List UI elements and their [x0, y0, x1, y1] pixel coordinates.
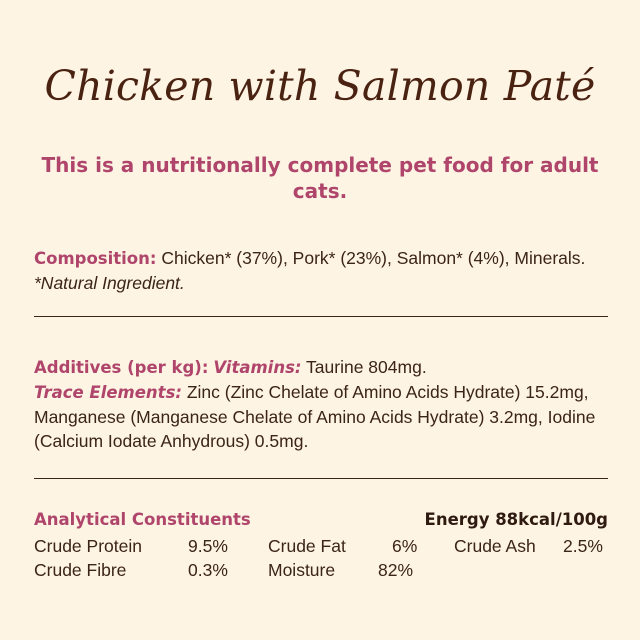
- vitamins-text: Taurine 804mg.: [301, 357, 427, 377]
- constituent-value: 0.3%: [188, 560, 228, 580]
- composition-text: Chicken* (37%), Pork* (23%), Salmon* (4%), Minerals.: [156, 248, 586, 268]
- composition-section: [34, 246, 614, 295]
- constituent-name: Moisture: [268, 560, 336, 580]
- divider: [34, 316, 608, 317]
- composition-label: Composition:: [34, 249, 157, 268]
- additives-label: Additives (per kg):: [34, 358, 209, 377]
- trace-elements-text: Zinc (Zinc Chelate of Amino Acids Hydrate) 15.2mg, Manganese (Manganese Chelate of Amino Acids Hydrate) 3.2mg, Iodine (Calcium Iodate Anhydrous) 0.5mg.: [34, 382, 596, 451]
- trace-elements-label: Trace Elements:: [34, 383, 182, 402]
- composition-note: *Natural Ingredient.: [34, 273, 185, 293]
- constituent-value: 82%: [378, 560, 414, 580]
- energy-value: Energy 88kcal/100g: [424, 510, 608, 529]
- constituent-value: 6%: [392, 536, 418, 556]
- constituent-name: Crude Ash: [454, 536, 536, 556]
- constituent-value: 2.5%: [563, 536, 603, 556]
- constituent-name: Crude Fat: [268, 536, 346, 556]
- constituent-value: 9.5%: [188, 536, 228, 556]
- analytical-label: Analytical Constituents: [34, 510, 251, 529]
- vitamins-label: Vitamins:: [213, 358, 302, 377]
- constituent-name: Crude Fibre: [34, 560, 127, 580]
- constituent-name: Crude Protein: [34, 536, 142, 556]
- page-title: Chicken with Salmon Paté: [44, 62, 596, 110]
- subtitle: This is a nutritionally complete pet food for adult cats.: [41, 153, 599, 203]
- analytical-header: [34, 510, 608, 534]
- additives-section: [34, 355, 614, 453]
- divider: [34, 478, 608, 479]
